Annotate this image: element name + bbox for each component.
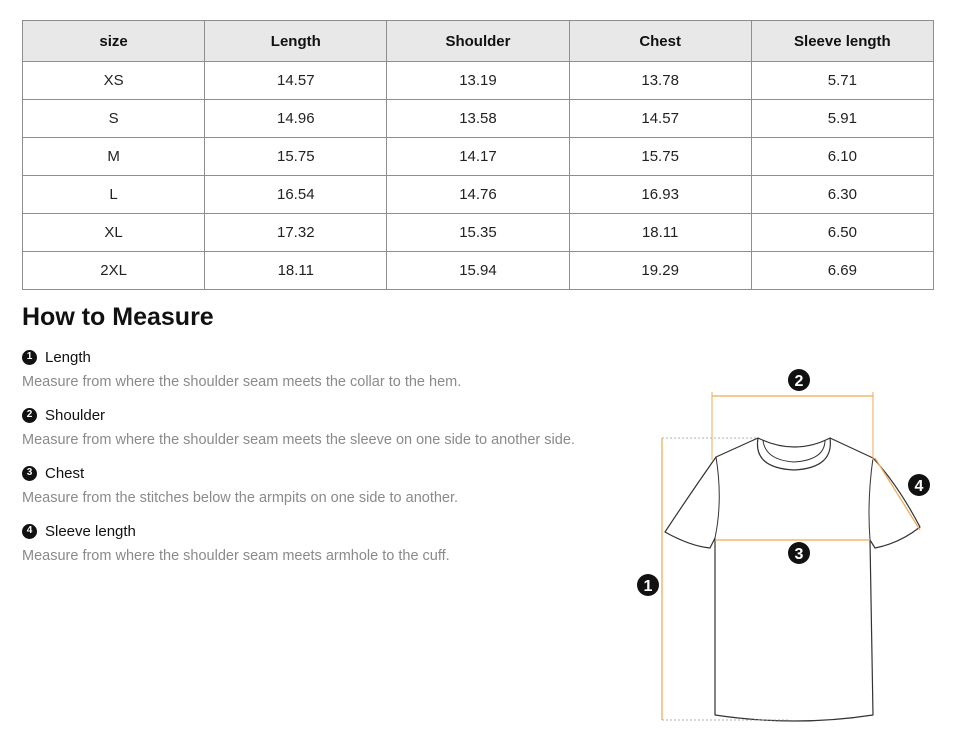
table-row xyxy=(23,100,934,138)
tshirt-outline-icon xyxy=(665,438,920,721)
marker-4-icon xyxy=(908,474,930,496)
measure-description: Measure from the stitches below the armpits on one side to another. xyxy=(22,490,459,506)
column-header-size: size xyxy=(23,21,205,62)
table-row xyxy=(23,214,934,252)
measure-label: Sleeve length xyxy=(45,522,136,540)
measure-item-shoulder xyxy=(22,404,622,462)
measure-item-chest xyxy=(22,462,622,520)
table-cell: 6.10 xyxy=(751,138,933,176)
svg-text:3: 3 xyxy=(794,546,804,563)
table-cell: 5.71 xyxy=(751,62,933,100)
table-cell: 15.75 xyxy=(205,138,387,176)
measure-description: Measure from where the shoulder seam meets armhole to the cuff. xyxy=(22,548,450,564)
table-cell: M xyxy=(23,138,205,176)
table-row xyxy=(23,62,934,100)
table-header-row xyxy=(23,21,934,62)
table-cell: 6.69 xyxy=(751,252,933,290)
table-cell: 16.54 xyxy=(205,176,387,214)
number-2-icon: 2 xyxy=(22,408,37,423)
table-row xyxy=(23,138,934,176)
column-header-sleeve-length: Sleeve length xyxy=(751,21,933,62)
table-row xyxy=(23,252,934,290)
table-row xyxy=(23,176,934,214)
marker-2-icon xyxy=(788,369,810,391)
table-cell: S xyxy=(23,100,205,138)
table-cell: 13.19 xyxy=(387,62,569,100)
marker-3-icon xyxy=(788,542,810,564)
table-cell: 2XL xyxy=(23,252,205,290)
table-cell: 13.78 xyxy=(569,62,751,100)
table-cell: 14.76 xyxy=(387,176,569,214)
column-header-shoulder: Shoulder xyxy=(387,21,569,62)
table-cell: 6.30 xyxy=(751,176,933,214)
measure-description: Measure from where the shoulder seam meets the sleeve on one side to another side. xyxy=(22,432,575,448)
measure-label: Chest xyxy=(45,464,85,482)
table-cell: XS xyxy=(23,62,205,100)
table-cell: 19.29 xyxy=(569,252,751,290)
table-cell: 6.50 xyxy=(751,214,933,252)
number-1-icon: 1 xyxy=(22,350,37,365)
measure-label: Length xyxy=(45,348,91,366)
table-cell: 5.91 xyxy=(751,100,933,138)
svg-text:2: 2 xyxy=(794,373,804,390)
table-cell: 15.35 xyxy=(387,214,569,252)
how-to-measure-title: How to Measure xyxy=(22,303,214,331)
table-cell: 17.32 xyxy=(205,214,387,252)
svg-text:4: 4 xyxy=(914,478,924,495)
marker-1-icon xyxy=(637,574,659,596)
tshirt-measurement-diagram xyxy=(620,360,940,740)
measure-instructions xyxy=(22,346,622,578)
table-cell: L xyxy=(23,176,205,214)
table-cell: 18.11 xyxy=(569,214,751,252)
table-cell: 13.58 xyxy=(387,100,569,138)
table-cell: 18.11 xyxy=(205,252,387,290)
table-cell: 16.93 xyxy=(569,176,751,214)
table-cell: 14.57 xyxy=(569,100,751,138)
table-cell: 14.57 xyxy=(205,62,387,100)
svg-text:1: 1 xyxy=(643,578,653,595)
table-cell: 15.75 xyxy=(569,138,751,176)
table-cell: 14.17 xyxy=(387,138,569,176)
number-3-icon: 3 xyxy=(22,466,37,481)
measure-item-length xyxy=(22,346,622,404)
table-cell: XL xyxy=(23,214,205,252)
table-cell: 14.96 xyxy=(205,100,387,138)
number-4-icon: 4 xyxy=(22,524,37,539)
measure-description: Measure from where the shoulder seam meets the collar to the hem. xyxy=(22,374,462,390)
table-cell: 15.94 xyxy=(387,252,569,290)
column-header-chest: Chest xyxy=(569,21,751,62)
measure-label: Shoulder xyxy=(45,406,106,424)
column-header-length: Length xyxy=(205,21,387,62)
size-chart-table xyxy=(22,20,934,290)
measure-item-sleeve-length xyxy=(22,520,622,578)
